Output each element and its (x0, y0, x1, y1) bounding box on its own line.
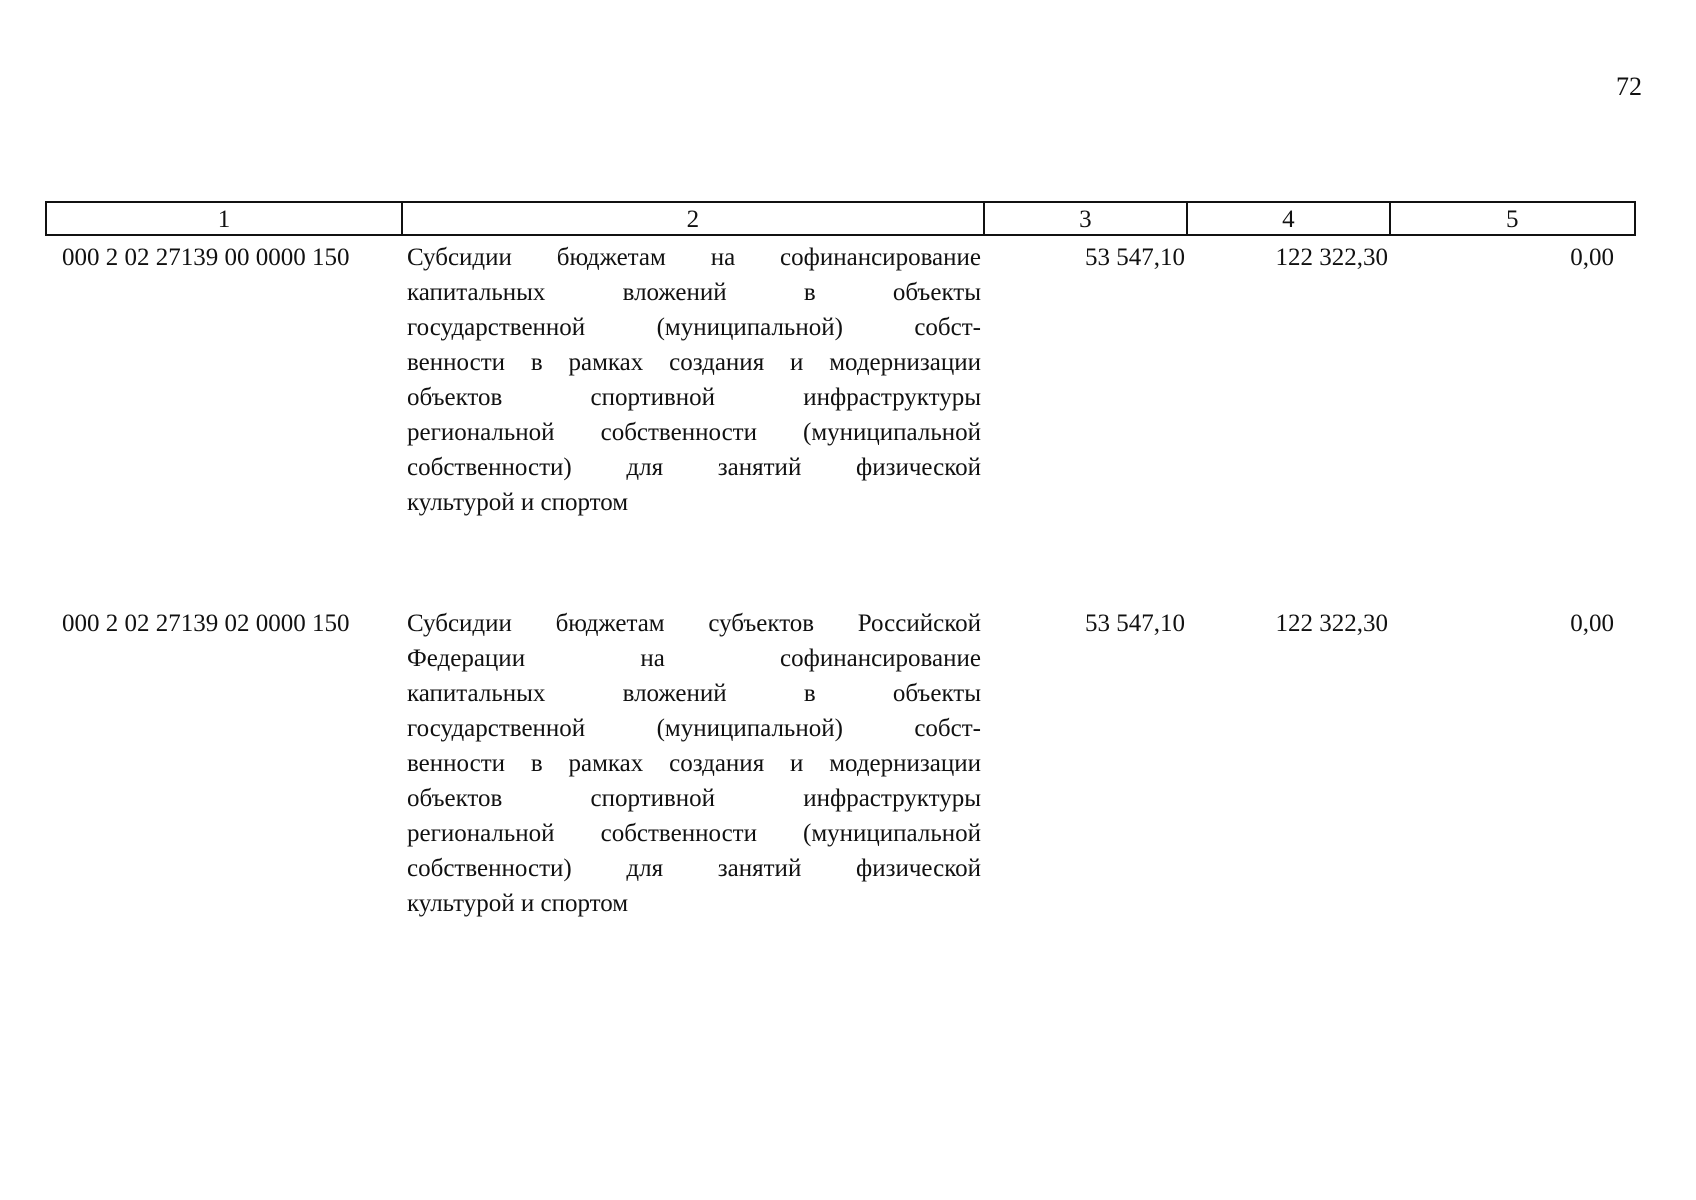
header-column-1: 1 (47, 203, 403, 234)
header-column-2: 2 (403, 203, 985, 234)
description-line: Федерации на софинансирование (407, 645, 981, 672)
description-line: культурой и спортом (407, 890, 629, 917)
description-line: собственности) для занятий физической (407, 454, 981, 481)
description-line: венности в рамках создания и модернизации (407, 349, 981, 376)
value-column-5: 0,00 (1570, 244, 1614, 271)
header-column-4: 4 (1188, 203, 1390, 234)
header-column-3: 3 (985, 203, 1188, 234)
description-line: культурой и спортом (407, 489, 629, 516)
header-column-5: 5 (1506, 206, 1519, 233)
budget-code: 000 2 02 27139 02 0000 150 (62, 610, 350, 637)
description-line: собственности) для занятий физической (407, 855, 981, 882)
row-description (407, 606, 981, 921)
description-line: венности в рамках создания и модернизации (407, 750, 981, 777)
value-column-4: 122 322,30 (1275, 610, 1388, 637)
table-header-row (45, 201, 1636, 236)
value-column-4: 122 322,30 (1275, 244, 1388, 271)
description-line: государственной (муниципальной) собст- (407, 715, 981, 742)
value-column-5: 0,00 (1570, 610, 1614, 637)
description-line: региональной собственности (муниципальной (407, 419, 981, 446)
description-line: государственной (муниципальной) собст- (407, 314, 981, 341)
row-description (407, 240, 981, 520)
value-column-3: 53 547,10 (1085, 244, 1185, 271)
description-line: Субсидии бюджетам на софинансирование (407, 244, 981, 271)
budget-code: 000 2 02 27139 00 0000 150 (62, 244, 350, 271)
description-line: объектов спортивной инфраструктуры (407, 785, 981, 812)
value-column-3: 53 547,10 (1085, 610, 1185, 637)
description-line: капитальных вложений в объекты (407, 279, 981, 306)
description-line: региональной собственности (муниципальной (407, 820, 981, 847)
description-line: Субсидии бюджетам субъектов Российской (407, 610, 981, 637)
description-line: объектов спортивной инфраструктуры (407, 384, 981, 411)
description-line: капитальных вложений в объекты (407, 680, 981, 707)
page-number: 72 (1616, 72, 1642, 101)
